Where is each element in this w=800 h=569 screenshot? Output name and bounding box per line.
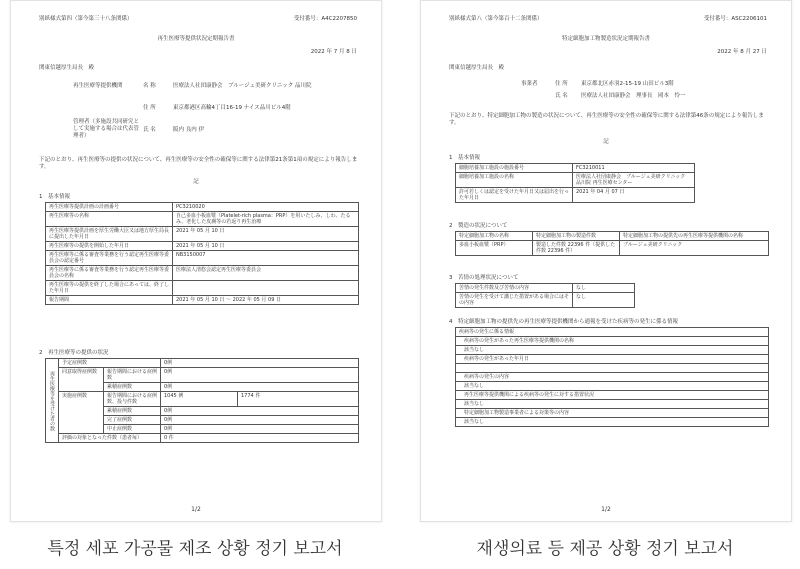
row-label-cell: 再生医療等の名称 [46, 212, 173, 227]
basic-info-table [455, 163, 695, 203]
table-row [456, 346, 769, 355]
report-date: 2022 年 8 月 27 日 [717, 49, 767, 55]
page-number: 1/2 [191, 506, 201, 513]
cell: 多血小板血漿（PRP） [456, 241, 533, 256]
form-number: 別紙様式第八（第今第百十二条関係） [449, 16, 543, 22]
cell: 報告期間における症例数、投与件数 [104, 392, 161, 407]
cell: 同意取得症例数 [59, 368, 104, 392]
section-4-heading: 4 特定細胞加工物の提供先の再生医療等提供機関から通報を受けた疾病等の発生に係る情報 [449, 319, 679, 325]
page-number: 1/2 [601, 506, 611, 513]
row-label-cell: 再生医療等に係る審査等業務を行う認定再生医療等委員会の名称 [46, 266, 173, 281]
row-value-cell: なし [573, 284, 635, 293]
table-row [456, 293, 635, 308]
row-label-cell: 再生医療等提供計画の計画番号 [46, 203, 173, 212]
row-value-cell: FC3210011 [573, 164, 695, 173]
table-row [456, 409, 769, 418]
section-2-heading: 2 再生医療等の提供の状況 [39, 350, 109, 356]
receipt-number: 受付番号：A4C2207850 [293, 16, 357, 22]
cell: 1774 件 [238, 392, 359, 407]
row-label-cell: 再生医療等の提供を終了した場合にあっては、終了した年月日 [46, 281, 173, 296]
cell: 0例 [161, 416, 359, 425]
table-row [456, 337, 769, 346]
row-cell: 疾病等の発生の内容 [456, 373, 769, 382]
row-label-cell: 細胞培養加工施設の名称 [456, 173, 573, 188]
row-cell [456, 364, 769, 373]
intro-text: 下記のとおり、特定細胞加工物の製造の状況について、再生医療等の安全性の確保等に関する法律第46条の規定により報告します。 [449, 113, 764, 126]
section-3-heading: 3 苦情の処理状況について [449, 275, 519, 281]
cell: 0例 [161, 407, 359, 416]
ki-mark: 記 [193, 179, 199, 185]
vertical-label: 再生医療等を受けた者の数 [46, 359, 59, 443]
cell: 中止症例数 [104, 425, 161, 434]
right-caption: 재생의료 등 제공 상황 정기 보고서 [476, 539, 734, 559]
table-row [46, 296, 359, 305]
cell: ブルージェ美研クリニック [620, 241, 769, 256]
basic-info-table [45, 202, 359, 305]
table-row [456, 284, 635, 293]
name-value: 医療法人社団康静会 理事長 岡本 怜一 [581, 93, 686, 99]
row-cell: 疾病等の発生があった年月日 [456, 355, 769, 364]
table-row [46, 251, 359, 266]
cell: 0例 [161, 425, 359, 434]
cell: 完了症例数 [104, 416, 161, 425]
table-row [46, 212, 359, 227]
report-date: 2022 年 7 月 8 日 [310, 49, 357, 55]
cell: 特定細胞加工物の製造件数 [533, 232, 620, 241]
cell: 累積症例数 [104, 383, 161, 392]
row-label-cell: 再生医療等の提供を開始した年月日 [46, 242, 173, 251]
row-value-cell: 2021 年 05 月 10 日 [173, 242, 359, 251]
section-1-heading: 1 基本情報 [39, 194, 70, 200]
section-2-heading: 2 製造の状況について [449, 223, 508, 229]
row-cell: 該当なし [456, 346, 769, 355]
form-number: 別紙様式第四（第今第三十八条関係） [39, 16, 133, 22]
address-label: 住 所 [555, 81, 568, 87]
table-row [456, 400, 769, 409]
cell: 実施症例数 [59, 392, 104, 434]
document-title: 再生医療等提供状況定期報告書 [157, 36, 235, 42]
cell: 製造した件数 22396 件（提供した件数 22396 件） [533, 241, 620, 256]
address-value: 東京都北区赤羽2-15-19 山田ビル3階 [581, 81, 674, 87]
row-label-cell: 苦情の発生を受けて講じた措置がある場合にはその内容 [456, 293, 573, 308]
table-row [456, 382, 769, 391]
cell: 1045 例 [161, 392, 238, 407]
row-cell: 疾病等の発生に係る情報 [456, 328, 769, 337]
row-value-cell: 2021 年 05 月 10 日 ～ 2022 年 05 月 09 日 [173, 296, 359, 305]
row-cell: 再生医療等提供機関による疾病等の発生に対する措置状況 [456, 391, 769, 400]
row-value-cell: 自己多血小板血漿（Platelet-rich plasma：PRP）を用いたしみ、しわ、たるみ、老化した皮膚等の若返り再生治療 [173, 212, 359, 227]
table-row [456, 418, 769, 427]
cell: 報告期間における症例数 [104, 368, 161, 383]
manager-name: 阪内 良内 伊 [173, 127, 204, 133]
complaint-table [455, 283, 635, 308]
adverse-event-table [455, 327, 769, 427]
row-value-cell: 医療法人社団康静会 ブルージェ美研クリニック 品川院 再生医療センター [573, 173, 695, 188]
name-label: 名 称 [143, 83, 156, 89]
row-value-cell: 医療法人清悠会認定再生医療等委員会 [173, 266, 359, 281]
row-label-cell: 許可若しくは認定を受けた年月日又は届出を行った年月日 [456, 188, 573, 203]
row-label-cell: 再生医療等に係る審査等業務を行う認定再生医療等委員会の認定番号 [46, 251, 173, 266]
intro-text: 下記のとおり、再生医療等の提供の状況について、再生医療等の安全性の確保等に関する法律第21条第1項の規定により報告します。 [39, 157, 358, 170]
table-row [456, 173, 695, 188]
row-value-cell: 2021 年 04 月 07 日 [573, 188, 695, 203]
name-label: 氏 名 [555, 93, 568, 99]
table-row [456, 364, 769, 373]
row-value-cell [173, 281, 359, 296]
cell: 評価の対象となった件数（患者毎） [59, 434, 161, 443]
row-label-cell: 細胞培養加工施設の施設番号 [456, 164, 573, 173]
addressee: 関東信越厚生局長 殿 [449, 65, 505, 71]
address-value: 東京都港区高輪4丁目16-19 ナイス品川ビル4階 [173, 105, 291, 111]
cell: 特定細胞加工物の提供先の再生医療等提供機関の名称 [620, 232, 769, 241]
row-label-cell: 報告期間 [46, 296, 173, 305]
name-value: 医療法人社団康静会 ブルージェ美研クリニック 品川院 [173, 83, 312, 89]
manager-label: 管理者（多施設共同研究として実施する場合は代表管理者） [73, 119, 140, 139]
row-value-cell: PC3210020 [173, 203, 359, 212]
row-value-cell: 2021 年 05 月 10 日 [173, 227, 359, 242]
row-cell: 特定細胞加工物製造事業者による対策等の内容 [456, 409, 769, 418]
provision-status-table [45, 358, 359, 443]
right-report-page [420, 0, 792, 522]
left-caption: 특정 세포 가공물 제조 상황 정기 보고서 [47, 539, 343, 559]
table-row [46, 203, 359, 212]
receipt-number: 受付番号：ASC2206101 [703, 16, 767, 22]
cell: 0例 [161, 383, 359, 392]
table-row [456, 328, 769, 337]
addressee: 関東信越厚生局長 殿 [39, 65, 95, 71]
table-row [456, 373, 769, 382]
table-row [456, 391, 769, 400]
row-cell: 該当なし [456, 382, 769, 391]
row-cell: 該当なし [456, 400, 769, 409]
document-title: 特定細胞加工物製造状況定期報告書 [561, 36, 650, 42]
table-row [456, 355, 769, 364]
row-cell: 疾病等の発生があった再生医療等提供機関の名称 [456, 337, 769, 346]
table-row [46, 227, 359, 242]
row-value-cell: なし [573, 293, 635, 308]
cell: 累積症例数 [104, 407, 161, 416]
address-label: 住 所 [143, 105, 156, 111]
cell: 0 件 [161, 434, 359, 443]
table-row [46, 266, 359, 281]
table-row [456, 164, 695, 173]
left-report-page [10, 0, 382, 522]
ki-mark: 記 [603, 139, 609, 145]
row-label-cell: 苦情の発生件数及び苦情の内容 [456, 284, 573, 293]
provider-label: 再生医療等提供機関 [73, 83, 123, 89]
cell: 予定症例数 [59, 359, 161, 368]
cell: 特定細胞加工物の名称 [456, 232, 533, 241]
reporter-label: 事業者 [521, 81, 538, 87]
table-row [456, 188, 695, 203]
section-1-heading: 1 基本情報 [449, 155, 480, 161]
cell: 0例 [161, 368, 359, 383]
table-row [46, 242, 359, 251]
table-row [46, 281, 359, 296]
row-cell: 該当なし [456, 418, 769, 427]
production-table [455, 231, 769, 256]
manager-name-label: 氏 名 [143, 127, 156, 133]
cell: 0例 [161, 359, 359, 368]
row-label-cell: 再生医療等提供計画を厚生労働大臣又は地方厚生局長に提出した年月日 [46, 227, 173, 242]
row-value-cell: NB3150007 [173, 251, 359, 266]
